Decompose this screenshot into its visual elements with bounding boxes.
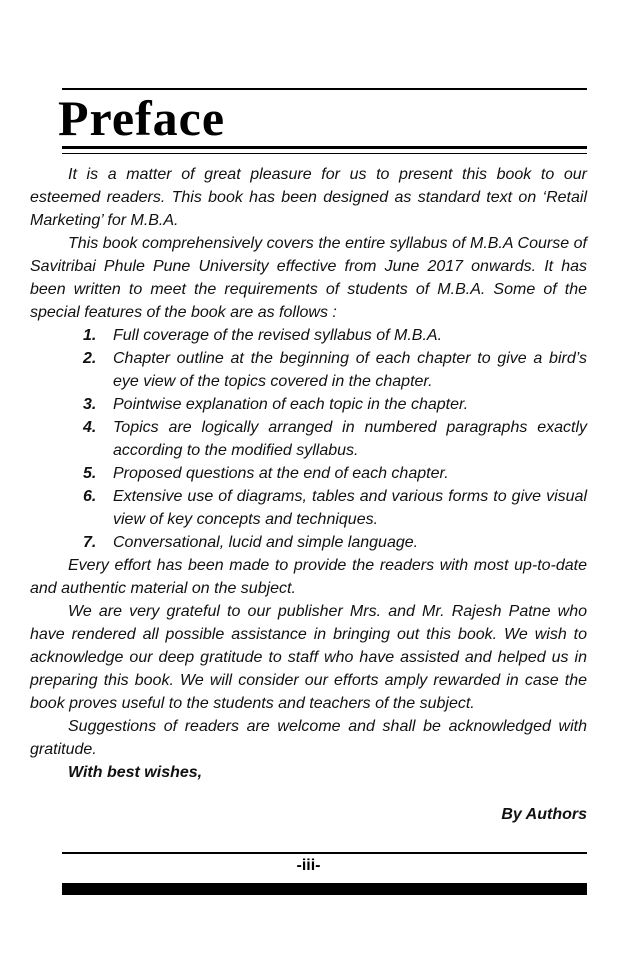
list-item-text: Extensive use of diagrams, tables and various forms to give visual view of key concepts and techniques.: [113, 488, 587, 528]
paragraph-syllabus: This book comprehensively covers the entire syllabus of M.B.A Course of Savitribai Phule Pune University effective from June 2017 onwards. It has been written to meet the requirements of students of M.B.A. Some of the special features of the book are as follows :: [30, 235, 587, 321]
list-item-number: 6.: [83, 488, 97, 505]
list-item-number: 5.: [83, 465, 97, 482]
paragraph-effort: Every effort has been made to provide the readers with most up-to-date and authentic material on the subject.: [30, 557, 587, 597]
paragraph-gratitude: We are very grateful to our publisher Mrs. and Mr. Rajesh Patne who have rendered all possible assistance in bringing out this book. We wish to acknowledge our deep gratitude to staff who have assisted and helped us in preparing this book. We will consider our efforts amply rewarded in case the book proves useful to the students and teachers of the subject.: [30, 603, 587, 712]
paragraph-intro: It is a matter of great pleasure for us to present this book to our esteemed readers. This book has been designed as standard text on ‘Retail Marketing’ for M.B.A.: [30, 166, 587, 229]
author-signature: By Authors: [501, 806, 587, 823]
list-item-number: 4.: [83, 419, 97, 436]
list-item: [30, 485, 587, 531]
list-item: [30, 324, 587, 347]
page-number: -iii-: [296, 857, 321, 874]
page-title: Preface: [58, 90, 226, 146]
list-item: [30, 347, 587, 393]
paragraph-suggestions: Suggestions of readers are welcome and shall be acknowledged with gratitude.: [30, 718, 587, 758]
list-item: [30, 531, 587, 554]
list-item: [30, 462, 587, 485]
list-item-text: Chapter outline at the beginning of each chapter to give a bird’s eye view of the topics covered in the chapter.: [113, 350, 587, 390]
list-item-number: 2.: [83, 350, 97, 367]
preface-body: [30, 163, 587, 826]
list-item-text: Topics are logically arranged in numbered paragraphs exactly according to the modified syllabus.: [113, 419, 587, 459]
closing-line: With best wishes,: [68, 764, 203, 781]
list-item-number: 1.: [83, 327, 97, 344]
list-item-number: 7.: [83, 534, 97, 551]
bottom-black-bar: [62, 883, 587, 895]
list-item-text: Full coverage of the revised syllabus of M.B.A.: [113, 327, 443, 344]
features-list: [30, 324, 587, 554]
list-item: [30, 416, 587, 462]
list-item-text: Proposed questions at the end of each chapter.: [113, 465, 449, 482]
footer-rule: [62, 852, 587, 854]
list-item-number: 3.: [83, 396, 97, 413]
list-item-text: Conversational, lucid and simple language.: [113, 534, 419, 551]
list-item-text: Pointwise explanation of each topic in the chapter.: [113, 396, 469, 413]
title-underline-rule: [62, 146, 587, 154]
list-item: [30, 393, 587, 416]
